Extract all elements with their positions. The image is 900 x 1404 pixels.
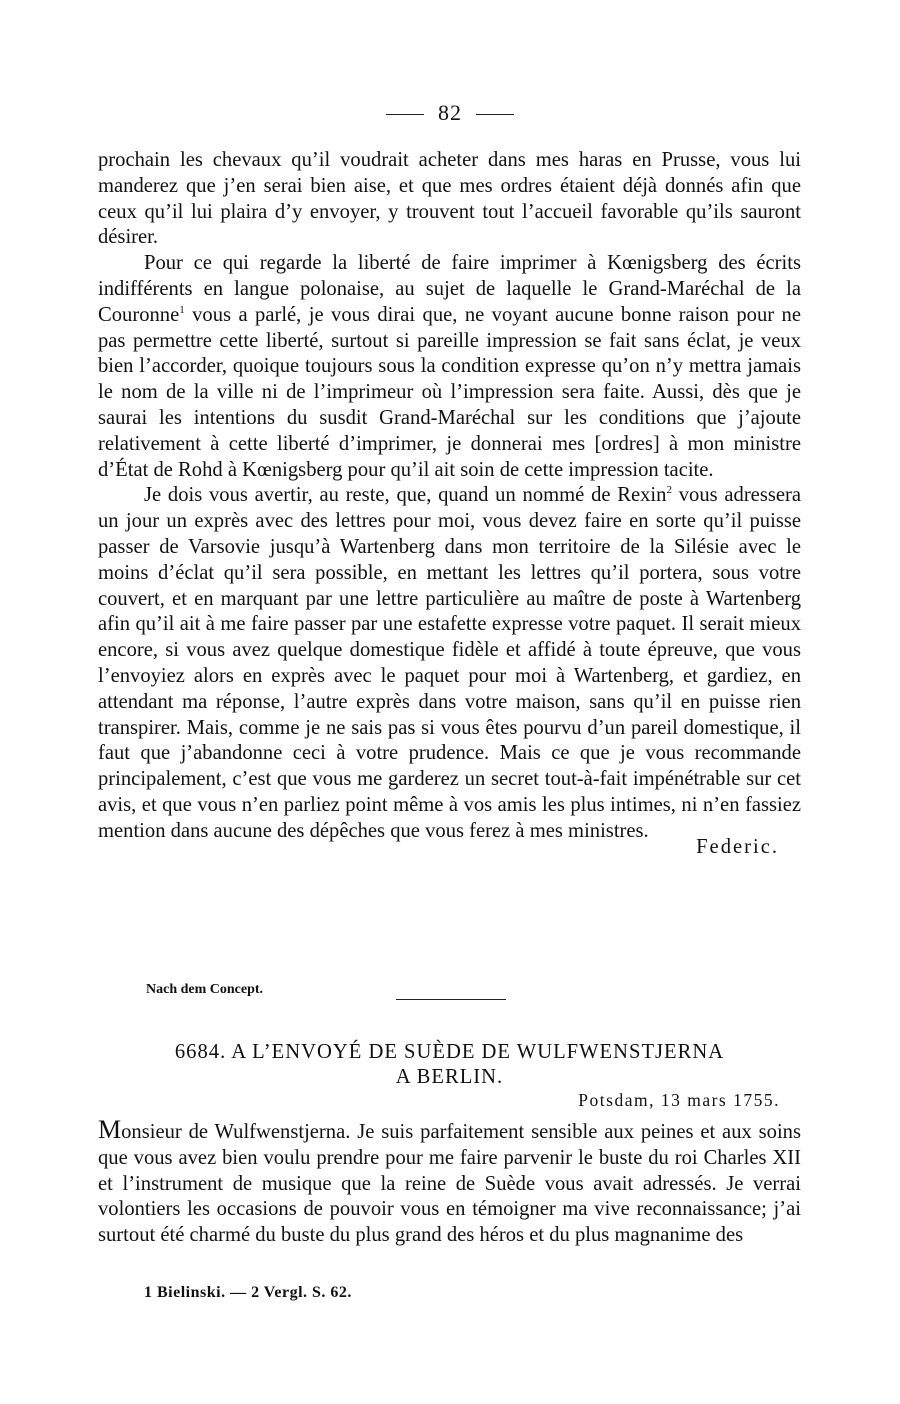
- footnote-mark-1: 1: [179, 303, 185, 316]
- section-divider: [396, 999, 506, 1000]
- place: Potsdam,: [578, 1090, 655, 1110]
- paragraph-2-part-b: vous a parlé, je vous dirai que, ne voyant aucune bonne raison pour ne pas permettre cette liberté, surtout si pareille impression se fait sans éclat, je veux bien l’accorder, quoique toujours sous la condition expresse qu’on n’y mettra jamais le nom de la ville ni de l’imprimeur où l’impression sera faite. Aussi, dès que je saurai les intentions du susdit Grand-Maréchal sur les conditions que j’ajoute relativement à cette liberté d’imprimer, je donnerai mes [ordres] à mon ministre d’État de Rohd à Kœnigsberg pour qu’il ait soin de cette impression tacite.: [98, 303, 801, 481]
- page-number: 82: [438, 100, 462, 125]
- page-header: [0, 100, 900, 126]
- date: 13 mars 1755.: [660, 1090, 780, 1110]
- letter-body: [98, 1117, 801, 1249]
- paragraph-1: prochain les chevaux qu’il voudrait acheter dans mes haras en Prusse, vous lui manderez que j’en serai bien aise, et que mes ordres étaient déjà donnés afin que ceux qu’il lui plaira d’y envoyer, y trouvent tout l’accueil favorable qu’ils sauront désirer.: [98, 149, 801, 249]
- header-dash-left: [386, 114, 424, 115]
- dateline: [578, 1090, 780, 1111]
- document-title: [98, 1040, 801, 1090]
- title-line-1: 6684. A L’ENVOYÉ DE SUÈDE DE WULFWENSTJERNA: [174, 1041, 725, 1063]
- paragraph-3: [98, 483, 801, 844]
- source-note: Nach dem Concept.: [146, 982, 264, 997]
- paragraph-2-part-a: Pour ce qui regarde la liberté de faire imprimer à Kœnigsberg des écrits indifférents en langue polonaise, au sujet de laquelle le Grand-Maréchal de la Couronne: [98, 252, 801, 326]
- paragraph-2: [98, 251, 801, 483]
- initial-letter: M: [98, 1115, 122, 1144]
- signature: Federic.: [696, 835, 779, 858]
- paragraph-3-part-a: Je dois vous avertir, au reste, que, quand un nommé de Rexin: [144, 484, 667, 507]
- letter-paragraph: [98, 1117, 801, 1249]
- letter-text: onsieur de Wulfwenstjerna. Je suis parfaitement sensible aux peines et aux soins que vous avez bien voulu prendre pour me faire parvenir le buste du roi Charles XII et l’instrument de musique que la reine de Suède vous avait adressés. Je verrai volontiers les occasions de pouvoir vous en témoigner ma vive reconnaissance; j’ai surtout été charmé du buste du plus grand des héros et du plus magnanime des: [98, 1121, 801, 1247]
- signature-row: [98, 835, 801, 871]
- title-line-2: A BERLIN.: [395, 1066, 504, 1088]
- continuation-text: [98, 148, 801, 871]
- footnotes: 1 Bielinski. — 2 Vergl. S. 62.: [144, 1284, 352, 1301]
- paragraph-3-part-b: vous adressera un jour un exprès avec des lettres pour moi, vous devez faire en sorte qu’il puisse passer de Varsovie jusqu’à Wartenberg dans mon territoire de la Silésie avec le moins d’éclat qu’il sera possible, en mettant les lettres qu’il portera, sous votre couvert, et en marquant par une lettre particulière au maître de poste à Wartenberg afin qu’il ait à me faire passer par une estafette expresse votre paquet. Il serait mieux encore, si vous avez quelque domestique fidèle et affidé à toute épreuve, que vous l’envoyiez alors en exprès avec le paquet pour moi à Wartenberg, et gardiez, en attendant ma réponse, l’autre exprès dans votre maison, sans qu’il en puisse rien transpirer. Mais, comme je ne sais pas si vous êtes pourvu d’un pareil domestique, il faut que j’abandonne ceci à votre prudence. Mais ce que je vous recommande principalement, c’est que vous me garderez un secret tout-à-fait impénétrable sur cet avis, et que vous n’en parliez point même à vos amis les plus intimes, ni n’en fassiez mention dans aucune des dépêches que vous ferez à mes ministres.: [98, 484, 801, 842]
- footnote-mark-2: 2: [666, 484, 672, 497]
- header-dash-right: [476, 114, 514, 115]
